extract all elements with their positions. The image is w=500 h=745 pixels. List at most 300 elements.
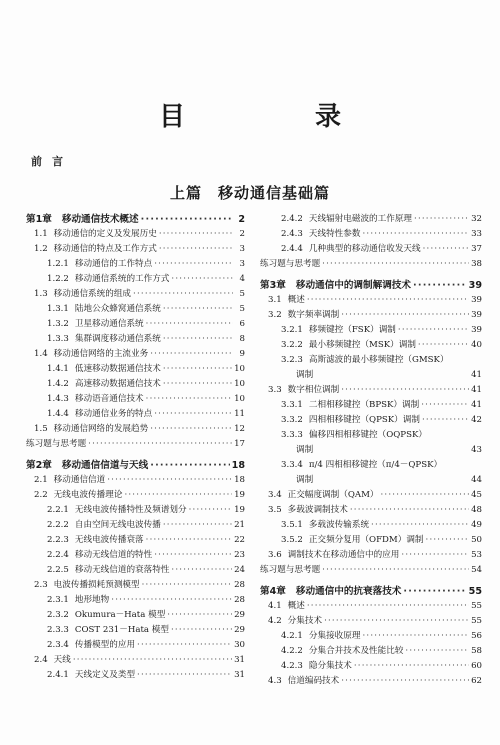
toc-entry-number: 3.3.3 (281, 430, 303, 440)
toc-page-number: 18 (234, 475, 245, 485)
toc-entry-number: 3.1 (268, 295, 282, 305)
toc-entry-title: 移动语音通信技术 (74, 394, 144, 404)
toc-entry (26, 625, 245, 636)
toc-page-number: 21 (234, 520, 245, 530)
dot-leader (137, 640, 232, 651)
toc-page-number: 53 (471, 550, 482, 560)
toc-entry-number: 第2章 (26, 460, 52, 471)
toc-entry-number: 1.3.1 (47, 304, 69, 314)
toc-entry-title: 移动通信系统的组成 (53, 289, 132, 299)
toc-entry (26, 229, 245, 240)
toc-entry-number: 1.3 (34, 289, 48, 299)
toc-entry (26, 304, 245, 315)
dot-leader (350, 505, 469, 516)
toc-entry (260, 229, 482, 240)
toc-page-number: 3 (239, 244, 245, 254)
toc-page-number: 4 (239, 274, 245, 284)
toc-entry-title: 最小移频键控（MSK）调制 (308, 340, 416, 350)
toc-entry-number: 1.2.1 (47, 259, 69, 269)
toc-entry (260, 460, 482, 471)
toc-entry-title: 移动通信技术概述 (61, 214, 139, 225)
toc-entry-title: 天线 (53, 655, 71, 665)
toc-entry-number: 2.4.3 (281, 229, 303, 239)
toc-page-number: 37 (471, 244, 482, 254)
toc-page-number: 31 (234, 670, 245, 680)
dot-leader (307, 601, 469, 612)
toc-entry-number: 4.3 (268, 676, 282, 686)
toc-entry (26, 490, 245, 501)
toc-entry-number: 3.3 (268, 385, 282, 395)
toc-entry-number: 2.2.3 (47, 535, 69, 545)
toc-entry (26, 520, 245, 531)
toc-entry-number: 1.4.4 (47, 409, 69, 419)
toc-entry-number: 3.5.1 (281, 520, 303, 530)
toc-entry (260, 676, 482, 687)
toc-entry-title: 练习题与思考题 (26, 439, 87, 449)
toc-page-number: 41 (471, 400, 482, 410)
toc-page-number: 29 (234, 610, 245, 620)
toc-entry-number: 2.4.1 (47, 670, 69, 680)
dot-leader (405, 646, 469, 657)
toc-entry-number: 2.3.4 (47, 640, 69, 650)
dot-leader (163, 520, 232, 531)
toc-entry (260, 244, 482, 255)
toc-page-number: 30 (234, 640, 245, 650)
toc-entry-number: 2.2.5 (47, 565, 69, 575)
toc-page-number: 11 (234, 409, 245, 419)
toc-entry-title: 地形地物 (74, 595, 110, 605)
toc-entry-number: 3.2.2 (281, 340, 303, 350)
toc-entry-number: 4.2.1 (281, 631, 303, 641)
dot-leader (154, 409, 232, 420)
toc-entry-title: 几种典型的移动通信收发天线 (308, 244, 421, 254)
toc-entry-title: 移动通信网络的主流业务 (53, 349, 149, 359)
toc-entry-title: 无线电波传播衰落 (74, 535, 144, 545)
toc-page-number: 55 (471, 616, 482, 626)
toc-entry-number: 3.6 (268, 550, 282, 560)
toc-entry-title: 电波传播损耗预测模型 (53, 580, 140, 590)
toc-entry (26, 394, 245, 405)
dot-leader (401, 550, 469, 561)
toc-page-number: 6 (239, 319, 245, 329)
toc-entry-title: 数字频率调制 (287, 310, 340, 320)
toc-entry-number: 1.3.3 (47, 334, 69, 344)
toc-entry-title: 练习题与思考题 (260, 565, 321, 575)
toc-entry (26, 640, 245, 651)
toc-entry-title: 天线定义及类型 (74, 670, 136, 680)
toc-entry-number: 第1章 (26, 214, 52, 225)
dot-leader (141, 214, 233, 225)
page-title: 目 录 (158, 102, 393, 132)
toc-entry-title: 高斯滤波的最小移频键控（GMSK） (308, 355, 449, 365)
dot-leader (414, 214, 469, 225)
toc-entry (26, 289, 245, 300)
dot-leader (423, 244, 469, 255)
toc-page-number: 8 (239, 334, 245, 344)
toc-entry (26, 580, 245, 591)
toc-page-number: 3 (239, 259, 245, 269)
toc-entry-title: 陆地公众蜂窝通信系统 (74, 304, 161, 314)
toc-entry-title: 移动通信中的抗衰落技术 (295, 586, 402, 597)
dot-leader (111, 595, 232, 606)
toc-entry-title: 集群调度移动通信系统 (74, 334, 161, 344)
toc-entry-title: 移动通信信道与天线 (61, 460, 149, 471)
dot-leader (163, 334, 233, 345)
toc-entry-title: 分集合并技术及性能比较 (308, 646, 404, 656)
toc-entry-title: 分集技术 (287, 616, 323, 626)
dot-leader (159, 244, 233, 255)
toc-page-number: 23 (234, 550, 245, 560)
dot-leader (341, 385, 469, 396)
toc-entry (260, 475, 482, 486)
toc-entry-title: 天线特性参数 (308, 229, 361, 239)
dot-leader (124, 490, 232, 501)
dot-leader (324, 616, 469, 627)
toc-entry-title: 练习题与思考题 (260, 259, 321, 269)
toc-entry-number: 2.4.2 (281, 214, 303, 224)
toc-page-number: 31 (234, 655, 245, 665)
preface-heading: 前言 (31, 155, 73, 168)
dot-leader (421, 400, 469, 411)
toc-page-number: 5 (239, 304, 245, 314)
toc-entry (26, 259, 245, 270)
toc-entry (26, 364, 245, 375)
toc-entry (26, 535, 245, 546)
toc-entry-title: π/4 四相相移键控（π/4－QPSK） (308, 460, 443, 470)
dot-leader (171, 565, 232, 576)
toc-entry-number: 1.3.2 (47, 319, 69, 329)
toc-entry-title: 移动通信业务的特点 (74, 409, 153, 419)
toc-entry (26, 424, 245, 435)
dot-leader (107, 475, 232, 486)
dot-leader (426, 535, 470, 546)
dot-leader (322, 565, 469, 576)
toc-page-number: 39 (471, 295, 482, 305)
toc-entry (26, 244, 245, 255)
toc-column-right (260, 214, 482, 687)
dot-leader (73, 655, 232, 666)
toc-entry-title: 移动通信的定义及发展历史 (53, 229, 157, 239)
toc-entry (26, 595, 245, 606)
toc-entry (260, 661, 482, 672)
toc-entry (26, 655, 245, 666)
toc-entry (260, 505, 482, 516)
toc-entry-title: 正交频分复用（OFDM）调制 (308, 535, 424, 545)
toc-entry (260, 520, 482, 531)
toc-entry (260, 490, 482, 501)
toc-entry-title: 移动通信信道 (53, 475, 106, 485)
toc-page-number: 42 (471, 415, 482, 425)
toc-entry-number: 1.4.2 (47, 379, 69, 389)
toc-entry (260, 445, 482, 456)
toc-entry-title: Okumura－Hata 模型 (74, 610, 166, 620)
toc-page-number: 32 (471, 214, 482, 224)
toc-entry-number: 2.2.4 (47, 550, 69, 560)
dot-leader (159, 229, 233, 240)
toc-entry-number: 3.5.2 (281, 535, 303, 545)
toc-page-number: 43 (471, 445, 482, 455)
toc-entry-title: 移动无线信道的特性 (74, 550, 153, 560)
toc-page-number: 18 (231, 460, 245, 471)
toc-entry-title: 隐分集技术 (308, 661, 352, 671)
toc-page-number: 48 (471, 505, 482, 515)
toc-page-number: 19 (234, 490, 245, 500)
toc-entry-title: 信道编码技术 (287, 676, 340, 686)
dot-leader (146, 319, 233, 330)
dot-leader (163, 379, 232, 390)
toc-page-number: 12 (234, 424, 245, 434)
toc-entry-number: 1.4.1 (47, 364, 69, 374)
toc-page-number: 54 (471, 565, 482, 575)
toc-entry-title: 移动通信中的调制解调技术 (295, 280, 411, 291)
toc-entry (260, 325, 482, 336)
toc-entry (260, 535, 482, 546)
dot-leader (150, 460, 229, 471)
toc-entry-title: 四相相移键控（QPSK）调制 (308, 415, 420, 425)
toc-entry-number: 2.2 (34, 490, 48, 500)
toc-entry (260, 631, 482, 642)
toc-entry-number: 1.5 (34, 424, 48, 434)
toc-page-number: 33 (471, 229, 482, 239)
toc-entry-title: 移动通信的特点及工作方式 (53, 244, 157, 254)
toc-page-number: 60 (471, 661, 482, 671)
toc-entry (260, 340, 482, 351)
toc-entry (26, 274, 245, 285)
toc-entry-number: 4.2.2 (281, 646, 303, 656)
toc-entry-number: 1.2 (34, 244, 48, 254)
toc-entry (260, 616, 482, 627)
toc-chapter-entry (260, 280, 482, 291)
dot-leader (171, 274, 233, 285)
dot-leader (413, 280, 467, 291)
toc-page-number: 5 (239, 289, 245, 299)
dot-leader (354, 661, 469, 672)
toc-entry-title: 移动通信网络的发展趋势 (53, 424, 149, 434)
toc-entry (260, 601, 482, 612)
toc-entry-title: 偏移四相相移键控（OQPSK） (308, 430, 427, 440)
dot-leader (398, 325, 469, 336)
toc-entry-title: 二相相移键控（BPSK）调制 (308, 400, 420, 410)
toc-entry (260, 355, 482, 366)
toc-entry-number: 3.3.1 (281, 400, 303, 410)
toc-entry-title: 正交幅度调制（QAM） (287, 490, 379, 500)
toc-page-number: 24 (234, 565, 245, 575)
toc-page-number: 28 (234, 580, 245, 590)
toc-page-number: 41 (471, 370, 482, 380)
toc-entry-number: 4.1 (268, 601, 282, 611)
toc-page-number: 39 (471, 325, 482, 335)
toc-entry (260, 400, 482, 411)
toc-entry-title: 移动通信系统的工作方式 (74, 274, 170, 284)
toc-entry-number: 1.2.2 (47, 274, 69, 284)
toc-entry-title: COST 231－Hata 模型 (74, 625, 169, 635)
dot-leader (341, 676, 469, 687)
toc-entry-title: 自由空间无线电波传播 (74, 520, 161, 530)
toc-entry-number: 2.2.1 (47, 505, 69, 515)
dot-leader (322, 259, 469, 270)
toc-entry-number: 3.2.1 (281, 325, 303, 335)
dot-leader (154, 550, 232, 561)
toc-entry-title: 调制 (296, 475, 314, 485)
toc-page-number: 56 (471, 631, 482, 641)
toc-entry-title: 高速移动数据通信技术 (74, 379, 161, 389)
dot-leader (88, 439, 232, 450)
toc-entry-number: 第3章 (260, 280, 286, 291)
toc-entry-number: 2.4 (34, 655, 48, 665)
toc-entry (260, 295, 482, 306)
toc-entry-number: 2.3.2 (47, 610, 69, 620)
toc-entry-title: 天线辐射电磁波的工作原理 (308, 214, 413, 224)
toc-entry-title: 无线电波传播理论 (53, 490, 123, 500)
toc-entry (26, 550, 245, 561)
toc-entry-number: 3.2 (268, 310, 282, 320)
toc-entry (26, 334, 245, 345)
toc-entry (26, 565, 245, 576)
toc-page-number: 50 (471, 535, 482, 545)
toc-page-number: 10 (234, 394, 245, 404)
toc-page-number: 29 (234, 625, 245, 635)
toc-entry (260, 646, 482, 657)
part-title: 上篇 移动通信基础篇 (169, 184, 330, 202)
toc-entry-title: 分集接收原理 (308, 631, 361, 641)
toc-entry (260, 310, 482, 321)
toc-entry-title: 移频键控（FSK）调制 (308, 325, 396, 335)
toc-entry (260, 415, 482, 426)
toc-page-number: 2 (239, 229, 245, 239)
toc-page-number: 55 (471, 601, 482, 611)
toc-entry-title: 无线电波传播特性及频谱划分 (74, 505, 187, 515)
dot-leader (163, 304, 233, 315)
toc-entry (26, 409, 245, 420)
dot-leader (422, 415, 469, 426)
toc-page-number: 45 (471, 490, 482, 500)
dot-leader (307, 295, 469, 306)
toc-chapter-entry (260, 586, 482, 597)
toc-page-number: 62 (471, 676, 482, 686)
toc-page-number: 38 (471, 259, 482, 269)
toc-entry-number: 2.3.3 (47, 625, 69, 635)
toc-page-number: 10 (234, 379, 245, 389)
toc-entry-title: 移动通信的工作特点 (74, 259, 153, 269)
dot-leader (133, 289, 233, 300)
toc-chapter-entry (26, 460, 245, 471)
toc-entry-title: 概述 (287, 601, 305, 611)
toc-entry (260, 430, 482, 441)
toc-page-number: 19 (234, 505, 245, 515)
toc-entry (26, 379, 245, 390)
toc-entry-number: 1.1 (34, 229, 48, 239)
toc-entry-title: 数字相位调制 (287, 385, 340, 395)
toc-entry (26, 439, 245, 450)
toc-page-number: 58 (471, 646, 482, 656)
toc-column-left (26, 214, 245, 681)
toc-entry-title: 低速移动数据通信技术 (74, 364, 161, 374)
toc-entry-title: 多载波传输系统 (308, 520, 370, 530)
toc-entry-number: 4.2.3 (281, 661, 303, 671)
toc-entry-title: 多载波调制技术 (287, 505, 348, 515)
dot-leader (171, 625, 232, 636)
toc-entry-title: 调制 (296, 370, 314, 380)
toc-entry-number: 第4章 (260, 586, 286, 597)
toc-page-number: 10 (234, 364, 245, 374)
toc-page-number: 44 (471, 475, 482, 485)
dot-leader (189, 505, 232, 516)
dot-leader (154, 259, 233, 270)
toc-entry-title: 传播模型的应用 (74, 640, 136, 650)
toc-entry (260, 550, 482, 561)
toc-entry-number: 2.4.4 (281, 244, 303, 254)
toc-entry (260, 370, 482, 381)
toc-entry (26, 610, 245, 621)
dot-leader (167, 610, 232, 621)
toc-entry-number: 3.2.3 (281, 355, 303, 365)
dot-leader (142, 580, 232, 591)
toc-page-number: 28 (234, 595, 245, 605)
toc-page-number: 49 (471, 520, 482, 530)
toc-page-number: 17 (234, 439, 245, 449)
toc-page-number: 39 (471, 310, 482, 320)
dot-leader (362, 229, 469, 240)
dot-leader (341, 310, 469, 321)
toc-entry-title: 调制技术在移动通信中的应用 (287, 550, 400, 560)
toc-page-number: 2 (238, 214, 245, 225)
toc-entry (26, 319, 245, 330)
toc-entry-number: 3.3.2 (281, 415, 303, 425)
dot-leader (371, 520, 469, 531)
dot-leader (146, 394, 232, 405)
toc-entry (26, 349, 245, 360)
toc-entry-number: 3.5 (268, 505, 282, 515)
dot-leader (150, 424, 232, 435)
toc-entry (260, 259, 482, 270)
toc-page-number: 22 (234, 535, 245, 545)
toc-entry-number: 2.1 (34, 475, 48, 485)
toc-entry-number: 2.3 (34, 580, 48, 590)
toc-entry-number: 1.4.3 (47, 394, 69, 404)
dot-leader (163, 364, 232, 375)
toc-page-number: 41 (471, 385, 482, 395)
toc-entry-number: 3.4 (268, 490, 282, 500)
toc-entry (26, 670, 245, 681)
toc-entry (260, 214, 482, 225)
toc-entry-title: 卫星移动通信系统 (74, 319, 144, 329)
toc-entry-number: 4.2 (268, 616, 282, 626)
toc-entry-number: 2.3.1 (47, 595, 69, 605)
toc-page-number: 9 (239, 349, 245, 359)
toc-entry-title: 概述 (287, 295, 305, 305)
toc-page-number: 39 (468, 280, 482, 291)
dot-leader (137, 670, 232, 681)
dot-leader (380, 490, 469, 501)
toc-page-number: 40 (471, 340, 482, 350)
dot-leader (418, 340, 469, 351)
toc-entry (260, 385, 482, 396)
dot-leader (146, 535, 232, 546)
toc-page-number: 55 (468, 586, 482, 597)
dot-leader (362, 631, 469, 642)
toc-entry-title: 调制 (296, 445, 314, 455)
dot-leader (403, 586, 466, 597)
toc-entry-title: 移动无线信道的衰落特性 (74, 565, 170, 575)
toc-entry-number: 1.4 (34, 349, 48, 359)
toc-chapter-entry (26, 214, 245, 225)
dot-leader (150, 349, 233, 360)
toc-entry-number: 2.2.2 (47, 520, 69, 530)
toc-entry-number: 3.3.4 (281, 460, 303, 470)
toc-entry (260, 565, 482, 576)
toc-entry (26, 505, 245, 516)
toc-entry (26, 475, 245, 486)
